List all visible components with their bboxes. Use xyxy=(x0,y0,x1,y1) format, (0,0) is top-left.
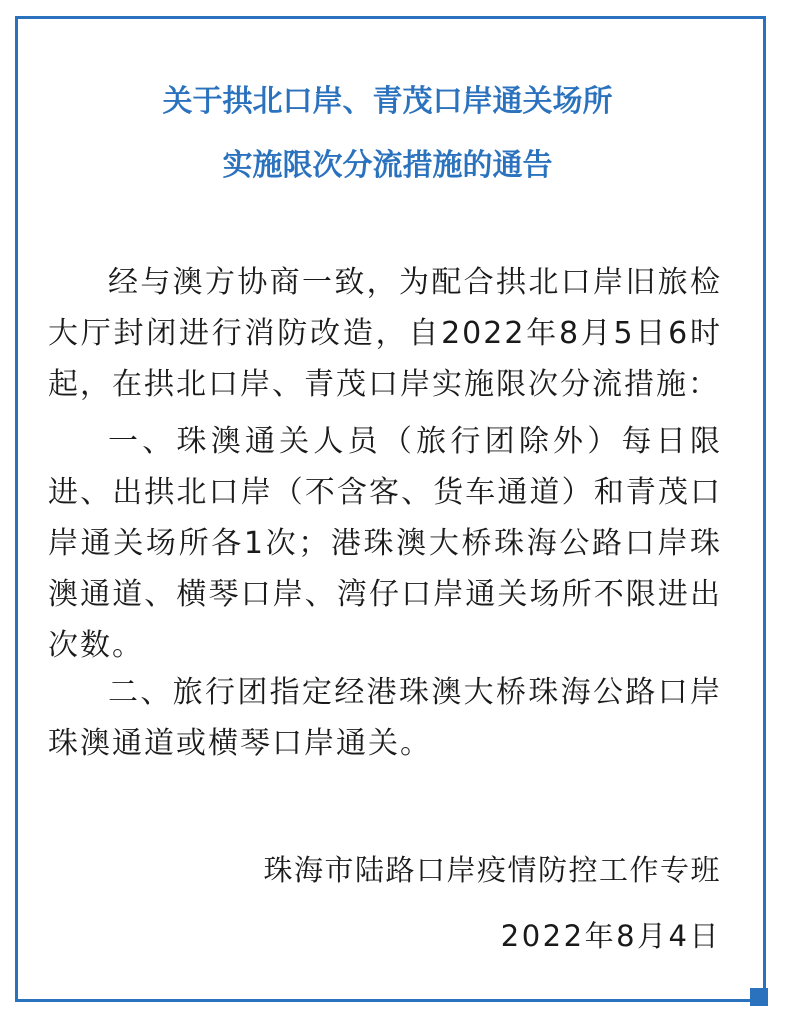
notice-paragraph-item-1: 一、珠澳通关人员（旅行团除外）每日限进、出拱北口岸（不含客、货车通道）和青茂口岸通关场所各1次；港珠澳大桥珠海公路口岸珠澳通道、横琴口岸、湾仔口岸通关场所不限进出次数。 xyxy=(48,424,722,663)
corner-decoration xyxy=(750,988,768,1006)
notice-title-line-2: 实施限次分流措施的通告 xyxy=(222,148,553,183)
notice-paragraph-intro: 经与澳方协商一致，为配合拱北口岸旧旅检大厅封闭进行消防改造，自2022年8月5日6时起，在拱北口岸、青茂口岸实施限次分流措施： xyxy=(48,265,722,402)
issue-date: 2022年8月4日 xyxy=(500,919,721,953)
issuer-signature: 珠海市陆路口岸疫情防控工作专班 xyxy=(263,853,721,887)
notice-title-line-1: 关于拱北口岸、青茂口岸通关场所 xyxy=(162,84,613,119)
notice-paragraph-item-2: 二、旅行团指定经港珠澳大桥珠海公路口岸珠澳通道或横琴口岸通关。 xyxy=(48,675,722,761)
